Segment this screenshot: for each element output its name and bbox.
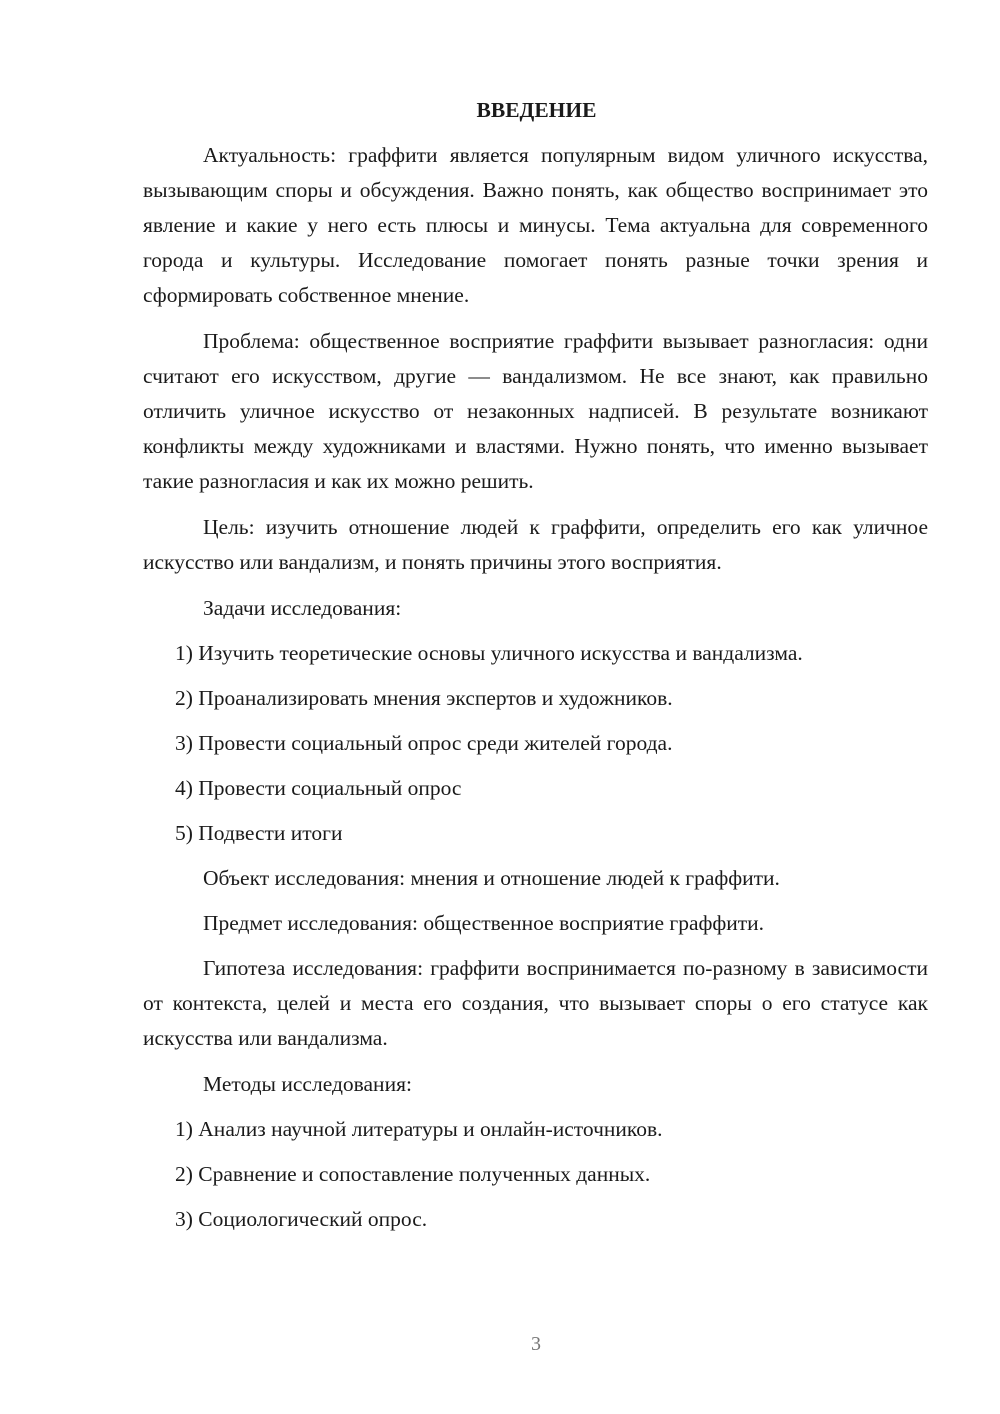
object-line: Объект исследования: мнения и отношение людей к граффити. [203, 866, 780, 890]
list-item: 4) Провести социальный опрос [175, 776, 462, 800]
list-item: 2) Сравнение и сопоставление полученных данных. [175, 1162, 651, 1186]
list-item: 3) Провести социальный опрос среди жителей города. [175, 731, 673, 755]
hypothesis-paragraph: Гипотеза исследования: граффити воспринимается по-разному в зависимости от контекста, целей и места его создания, что вызывает споры о его статусе как искусства или вандализма. [143, 956, 928, 1050]
page-number: 3 [531, 1333, 541, 1355]
methods-list [143, 1112, 928, 1237]
list-item: 3) Социологический опрос. [175, 1207, 428, 1231]
list-item: 1) Анализ научной литературы и онлайн-источников. [175, 1117, 663, 1141]
list-item: 2) Проанализировать мнения экспертов и художников. [175, 686, 673, 710]
subject-line: Предмет исследования: общественное восприятие граффити. [203, 911, 765, 935]
document-page [143, 92, 928, 1247]
list-item: 5) Подвести итоги [175, 821, 343, 845]
goal-paragraph: Цель: изучить отношение людей к граффити, определить его как уличное искусство или вандализм, и понять причины этого восприятия. [143, 515, 928, 574]
problem-paragraph: Проблема: общественное восприятие граффити вызывает разногласия: одни считают его искусством, другие — вандализмом. Не все знают, как правильно отличить уличное искусство от незаконных надписей. В результате возникают конфликты между художниками и властями. Нужно понять, что именно вызывает такие разногласия и как их можно решить. [143, 329, 928, 493]
tasks-list [143, 636, 928, 851]
list-item: 1) Изучить теоретические основы уличного искусства и вандализма. [175, 641, 803, 665]
tasks-title: Задачи исследования: [203, 596, 402, 620]
relevance-paragraph: Актуальность: граффити является популярным видом уличного искусства, вызывающим споры и обсуждения. Важно понять, как общество воспринимает это явление и какие у него есть плюсы и минусы. Тема актуальна для современного города и культуры. Исследование помогает понять разные точки зрения и сформировать собственное мнение. [143, 143, 928, 307]
methods-title: Методы исследования: [203, 1072, 412, 1096]
section-heading: ВВЕДЕНИЕ [476, 98, 597, 122]
